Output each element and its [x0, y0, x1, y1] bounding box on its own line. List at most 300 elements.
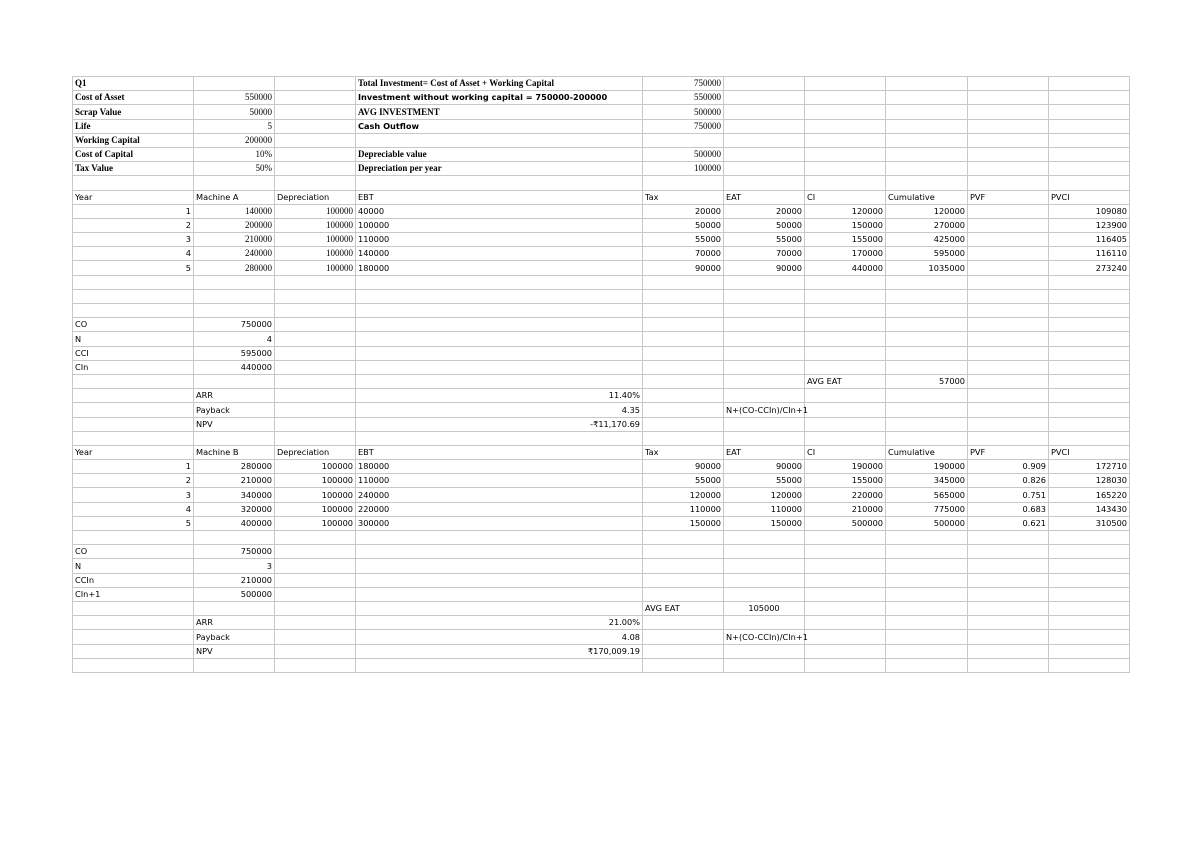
cell-c25[interactable]	[275, 417, 356, 431]
cell-h40[interactable]	[886, 630, 968, 644]
cell-j32[interactable]: 310500	[1049, 516, 1130, 530]
cell-f22[interactable]	[724, 374, 805, 388]
cell-j10[interactable]: 109080	[1049, 204, 1130, 218]
cell-i31[interactable]: 0.683	[968, 502, 1049, 516]
cell-f21[interactable]	[724, 360, 805, 374]
cell-g5[interactable]	[805, 133, 886, 147]
cell-a6[interactable]: Cost of Capital	[73, 147, 194, 161]
cell-c26[interactable]	[275, 431, 356, 445]
cell-j37[interactable]	[1049, 587, 1130, 601]
cell-h22[interactable]: 57000	[886, 374, 968, 388]
cell-j21[interactable]	[1049, 360, 1130, 374]
cell-f11[interactable]: 50000	[724, 218, 805, 232]
cell-g8[interactable]	[805, 176, 886, 190]
cell-c17[interactable]	[275, 304, 356, 318]
cell-f25[interactable]	[724, 417, 805, 431]
cell-j1[interactable]	[1049, 77, 1130, 91]
cell-c15[interactable]	[275, 275, 356, 289]
cell-b24[interactable]: Payback	[194, 403, 275, 417]
cell-d18[interactable]	[356, 318, 643, 332]
cell-e24[interactable]	[643, 403, 724, 417]
cell-g16[interactable]	[805, 289, 886, 303]
cell-d9[interactable]: EBT	[356, 190, 643, 204]
cell-b33[interactable]	[194, 531, 275, 545]
cell-d12[interactable]: 110000	[356, 233, 643, 247]
cell-f13[interactable]: 70000	[724, 247, 805, 261]
cell-i42[interactable]	[968, 658, 1049, 672]
cell-g1[interactable]	[805, 77, 886, 91]
cell-e37[interactable]	[643, 587, 724, 601]
cell-b23[interactable]: ARR	[194, 389, 275, 403]
cell-g23[interactable]	[805, 389, 886, 403]
cell-a14[interactable]: 5	[73, 261, 194, 275]
cell-j7[interactable]	[1049, 162, 1130, 176]
cell-b2[interactable]: 550000	[194, 91, 275, 105]
cell-i11[interactable]	[968, 218, 1049, 232]
cell-g39[interactable]	[805, 616, 886, 630]
cell-e42[interactable]	[643, 658, 724, 672]
cell-f9[interactable]: EAT	[724, 190, 805, 204]
cell-f18[interactable]	[724, 318, 805, 332]
cell-b7[interactable]: 50%	[194, 162, 275, 176]
cell-i26[interactable]	[968, 431, 1049, 445]
cell-g27[interactable]: CI	[805, 445, 886, 459]
cell-j25[interactable]	[1049, 417, 1130, 431]
cell-b9[interactable]: Machine A	[194, 190, 275, 204]
cell-j30[interactable]: 165220	[1049, 488, 1130, 502]
cell-a39[interactable]	[73, 616, 194, 630]
cell-j8[interactable]	[1049, 176, 1130, 190]
cell-d37[interactable]	[356, 587, 643, 601]
cell-b15[interactable]	[194, 275, 275, 289]
cell-h5[interactable]	[886, 133, 968, 147]
cell-d28[interactable]: 180000	[356, 460, 643, 474]
cell-b8[interactable]	[194, 176, 275, 190]
cell-c2[interactable]	[275, 91, 356, 105]
cell-d21[interactable]	[356, 360, 643, 374]
cell-b12[interactable]: 210000	[194, 233, 275, 247]
cell-j33[interactable]	[1049, 531, 1130, 545]
cell-f28[interactable]: 90000	[724, 460, 805, 474]
cell-a22[interactable]	[73, 374, 194, 388]
cell-g9[interactable]: CI	[805, 190, 886, 204]
cell-i41[interactable]	[968, 644, 1049, 658]
cell-f5[interactable]	[724, 133, 805, 147]
cell-c11[interactable]: 100000	[275, 218, 356, 232]
cell-i4[interactable]	[968, 119, 1049, 133]
cell-j42[interactable]	[1049, 658, 1130, 672]
cell-i29[interactable]: 0.826	[968, 474, 1049, 488]
cell-a23[interactable]	[73, 389, 194, 403]
cell-e15[interactable]	[643, 275, 724, 289]
cell-g31[interactable]: 210000	[805, 502, 886, 516]
cell-b26[interactable]	[194, 431, 275, 445]
cell-a33[interactable]	[73, 531, 194, 545]
cell-a27[interactable]: Year	[73, 445, 194, 459]
cell-a5[interactable]: Working Capital	[73, 133, 194, 147]
cell-e20[interactable]	[643, 346, 724, 360]
cell-h27[interactable]: Cumulative	[886, 445, 968, 459]
cell-d16[interactable]	[356, 289, 643, 303]
cell-f6[interactable]	[724, 147, 805, 161]
cell-h19[interactable]	[886, 332, 968, 346]
cell-e28[interactable]: 90000	[643, 460, 724, 474]
cell-a36[interactable]: CCIn	[73, 573, 194, 587]
cell-j35[interactable]	[1049, 559, 1130, 573]
cell-c39[interactable]	[275, 616, 356, 630]
cell-f24[interactable]: N+(CO-CCIn)/CIn+1	[724, 403, 805, 417]
cell-d39[interactable]: 21.00%	[356, 616, 643, 630]
cell-i14[interactable]	[968, 261, 1049, 275]
cell-h13[interactable]: 595000	[886, 247, 968, 261]
cell-i19[interactable]	[968, 332, 1049, 346]
cell-a31[interactable]: 4	[73, 502, 194, 516]
cell-f12[interactable]: 55000	[724, 233, 805, 247]
cell-j4[interactable]	[1049, 119, 1130, 133]
cell-c34[interactable]	[275, 545, 356, 559]
cell-i36[interactable]	[968, 573, 1049, 587]
cell-e14[interactable]: 90000	[643, 261, 724, 275]
cell-d4[interactable]: Cash Outflow	[356, 119, 643, 133]
cell-g37[interactable]	[805, 587, 886, 601]
cell-a28[interactable]: 1	[73, 460, 194, 474]
cell-b38[interactable]	[194, 601, 275, 615]
cell-a8[interactable]	[73, 176, 194, 190]
cell-a13[interactable]: 4	[73, 247, 194, 261]
cell-f31[interactable]: 110000	[724, 502, 805, 516]
cell-d14[interactable]: 180000	[356, 261, 643, 275]
cell-c37[interactable]	[275, 587, 356, 601]
cell-a7[interactable]: Tax Value	[73, 162, 194, 176]
cell-h20[interactable]	[886, 346, 968, 360]
cell-h26[interactable]	[886, 431, 968, 445]
cell-j18[interactable]	[1049, 318, 1130, 332]
cell-i7[interactable]	[968, 162, 1049, 176]
cell-e13[interactable]: 70000	[643, 247, 724, 261]
cell-f27[interactable]: EAT	[724, 445, 805, 459]
cell-i33[interactable]	[968, 531, 1049, 545]
cell-i9[interactable]: PVF	[968, 190, 1049, 204]
cell-j29[interactable]: 128030	[1049, 474, 1130, 488]
cell-a3[interactable]: Scrap Value	[73, 105, 194, 119]
cell-f23[interactable]	[724, 389, 805, 403]
cell-j11[interactable]: 123900	[1049, 218, 1130, 232]
cell-c6[interactable]	[275, 147, 356, 161]
cell-j41[interactable]	[1049, 644, 1130, 658]
cell-a20[interactable]: CCI	[73, 346, 194, 360]
cell-c14[interactable]: 100000	[275, 261, 356, 275]
cell-f19[interactable]	[724, 332, 805, 346]
cell-c32[interactable]: 100000	[275, 516, 356, 530]
cell-f37[interactable]	[724, 587, 805, 601]
cell-g32[interactable]: 500000	[805, 516, 886, 530]
cell-a18[interactable]: CO	[73, 318, 194, 332]
cell-f36[interactable]	[724, 573, 805, 587]
cell-h14[interactable]: 1035000	[886, 261, 968, 275]
cell-f20[interactable]	[724, 346, 805, 360]
cell-a40[interactable]	[73, 630, 194, 644]
cell-f16[interactable]	[724, 289, 805, 303]
cell-d26[interactable]	[356, 431, 643, 445]
cell-a2[interactable]: Cost of Asset	[73, 91, 194, 105]
cell-i20[interactable]	[968, 346, 1049, 360]
cell-a42[interactable]	[73, 658, 194, 672]
cell-b40[interactable]: Payback	[194, 630, 275, 644]
cell-e4[interactable]: 750000	[643, 119, 724, 133]
cell-f7[interactable]	[724, 162, 805, 176]
cell-g24[interactable]	[805, 403, 886, 417]
cell-h10[interactable]: 120000	[886, 204, 968, 218]
cell-b6[interactable]: 10%	[194, 147, 275, 161]
cell-i34[interactable]	[968, 545, 1049, 559]
cell-c29[interactable]: 100000	[275, 474, 356, 488]
cell-f3[interactable]	[724, 105, 805, 119]
cell-b18[interactable]: 750000	[194, 318, 275, 332]
cell-c24[interactable]	[275, 403, 356, 417]
cell-g22[interactable]: AVG EAT	[805, 374, 886, 388]
cell-d22[interactable]	[356, 374, 643, 388]
cell-a4[interactable]: Life	[73, 119, 194, 133]
cell-f4[interactable]	[724, 119, 805, 133]
cell-d20[interactable]	[356, 346, 643, 360]
cell-f2[interactable]	[724, 91, 805, 105]
cell-h2[interactable]	[886, 91, 968, 105]
cell-h36[interactable]	[886, 573, 968, 587]
cell-j34[interactable]	[1049, 545, 1130, 559]
cell-a17[interactable]	[73, 304, 194, 318]
cell-c13[interactable]: 100000	[275, 247, 356, 261]
cell-h7[interactable]	[886, 162, 968, 176]
cell-d35[interactable]	[356, 559, 643, 573]
cell-b17[interactable]	[194, 304, 275, 318]
cell-e32[interactable]: 150000	[643, 516, 724, 530]
cell-c12[interactable]: 100000	[275, 233, 356, 247]
cell-a1[interactable]: Q1	[73, 77, 194, 91]
cell-e21[interactable]	[643, 360, 724, 374]
cell-h41[interactable]	[886, 644, 968, 658]
cell-g33[interactable]	[805, 531, 886, 545]
cell-e40[interactable]	[643, 630, 724, 644]
cell-d3[interactable]: AVG INVESTMENT	[356, 105, 643, 119]
cell-i40[interactable]	[968, 630, 1049, 644]
cell-b35[interactable]: 3	[194, 559, 275, 573]
cell-f38[interactable]: 105000	[724, 601, 805, 615]
cell-c41[interactable]	[275, 644, 356, 658]
cell-i21[interactable]	[968, 360, 1049, 374]
cell-h17[interactable]	[886, 304, 968, 318]
cell-e9[interactable]: Tax	[643, 190, 724, 204]
cell-e34[interactable]	[643, 545, 724, 559]
cell-e18[interactable]	[643, 318, 724, 332]
cell-g6[interactable]	[805, 147, 886, 161]
cell-c7[interactable]	[275, 162, 356, 176]
cell-i28[interactable]: 0.909	[968, 460, 1049, 474]
cell-e35[interactable]	[643, 559, 724, 573]
cell-c4[interactable]	[275, 119, 356, 133]
cell-i25[interactable]	[968, 417, 1049, 431]
cell-e19[interactable]	[643, 332, 724, 346]
cell-i5[interactable]	[968, 133, 1049, 147]
cell-i30[interactable]: 0.751	[968, 488, 1049, 502]
cell-a10[interactable]: 1	[73, 204, 194, 218]
cell-g40[interactable]	[805, 630, 886, 644]
cell-c18[interactable]	[275, 318, 356, 332]
cell-g34[interactable]	[805, 545, 886, 559]
cell-f1[interactable]	[724, 77, 805, 91]
cell-j38[interactable]	[1049, 601, 1130, 615]
cell-b5[interactable]: 200000	[194, 133, 275, 147]
cell-d7[interactable]: Depreciation per year	[356, 162, 643, 176]
cell-g30[interactable]: 220000	[805, 488, 886, 502]
cell-f17[interactable]	[724, 304, 805, 318]
cell-i8[interactable]	[968, 176, 1049, 190]
cell-e29[interactable]: 55000	[643, 474, 724, 488]
cell-i1[interactable]	[968, 77, 1049, 91]
cell-e23[interactable]	[643, 389, 724, 403]
cell-e25[interactable]	[643, 417, 724, 431]
cell-h16[interactable]	[886, 289, 968, 303]
cell-b32[interactable]: 400000	[194, 516, 275, 530]
cell-e27[interactable]: Tax	[643, 445, 724, 459]
cell-j23[interactable]	[1049, 389, 1130, 403]
cell-g4[interactable]	[805, 119, 886, 133]
cell-j31[interactable]: 143430	[1049, 502, 1130, 516]
cell-d34[interactable]	[356, 545, 643, 559]
cell-g3[interactable]	[805, 105, 886, 119]
cell-h24[interactable]	[886, 403, 968, 417]
cell-f39[interactable]	[724, 616, 805, 630]
cell-i38[interactable]	[968, 601, 1049, 615]
cell-i17[interactable]	[968, 304, 1049, 318]
cell-c38[interactable]	[275, 601, 356, 615]
cell-d8[interactable]	[356, 176, 643, 190]
cell-j36[interactable]	[1049, 573, 1130, 587]
cell-g20[interactable]	[805, 346, 886, 360]
cell-j15[interactable]	[1049, 275, 1130, 289]
cell-i35[interactable]	[968, 559, 1049, 573]
cell-d25[interactable]: -₹11,170.69	[356, 417, 643, 431]
cell-i12[interactable]	[968, 233, 1049, 247]
cell-b1[interactable]	[194, 77, 275, 91]
cell-d19[interactable]	[356, 332, 643, 346]
cell-i18[interactable]	[968, 318, 1049, 332]
cell-e5[interactable]	[643, 133, 724, 147]
cell-i27[interactable]: PVF	[968, 445, 1049, 459]
cell-e22[interactable]	[643, 374, 724, 388]
cell-h35[interactable]	[886, 559, 968, 573]
cell-f30[interactable]: 120000	[724, 488, 805, 502]
cell-e41[interactable]	[643, 644, 724, 658]
cell-i10[interactable]	[968, 204, 1049, 218]
cell-j24[interactable]	[1049, 403, 1130, 417]
cell-h42[interactable]	[886, 658, 968, 672]
cell-e38[interactable]: AVG EAT	[643, 601, 724, 615]
cell-d31[interactable]: 220000	[356, 502, 643, 516]
cell-b4[interactable]: 5	[194, 119, 275, 133]
cell-a30[interactable]: 3	[73, 488, 194, 502]
cell-b16[interactable]	[194, 289, 275, 303]
cell-c30[interactable]: 100000	[275, 488, 356, 502]
cell-f35[interactable]	[724, 559, 805, 573]
cell-e6[interactable]: 500000	[643, 147, 724, 161]
cell-e10[interactable]: 20000	[643, 204, 724, 218]
cell-b19[interactable]: 4	[194, 332, 275, 346]
cell-c35[interactable]	[275, 559, 356, 573]
cell-a37[interactable]: CIn+1	[73, 587, 194, 601]
cell-f29[interactable]: 55000	[724, 474, 805, 488]
cell-d42[interactable]	[356, 658, 643, 672]
cell-j39[interactable]	[1049, 616, 1130, 630]
cell-b3[interactable]: 50000	[194, 105, 275, 119]
cell-i37[interactable]	[968, 587, 1049, 601]
cell-h23[interactable]	[886, 389, 968, 403]
cell-i39[interactable]	[968, 616, 1049, 630]
cell-c27[interactable]: Depreciation	[275, 445, 356, 459]
cell-g29[interactable]: 155000	[805, 474, 886, 488]
cell-g21[interactable]	[805, 360, 886, 374]
cell-d15[interactable]	[356, 275, 643, 289]
cell-b25[interactable]: NPV	[194, 417, 275, 431]
cell-h28[interactable]: 190000	[886, 460, 968, 474]
cell-g36[interactable]	[805, 573, 886, 587]
cell-j2[interactable]	[1049, 91, 1130, 105]
cell-g38[interactable]	[805, 601, 886, 615]
cell-e2[interactable]: 550000	[643, 91, 724, 105]
cell-d5[interactable]	[356, 133, 643, 147]
cell-d27[interactable]: EBT	[356, 445, 643, 459]
cell-c1[interactable]	[275, 77, 356, 91]
cell-h8[interactable]	[886, 176, 968, 190]
cell-i6[interactable]	[968, 147, 1049, 161]
cell-h31[interactable]: 775000	[886, 502, 968, 516]
cell-e33[interactable]	[643, 531, 724, 545]
cell-a11[interactable]: 2	[73, 218, 194, 232]
cell-b13[interactable]: 240000	[194, 247, 275, 261]
cell-g10[interactable]: 120000	[805, 204, 886, 218]
cell-d30[interactable]: 240000	[356, 488, 643, 502]
cell-g11[interactable]: 150000	[805, 218, 886, 232]
cell-g12[interactable]: 155000	[805, 233, 886, 247]
cell-d24[interactable]: 4.35	[356, 403, 643, 417]
cell-g7[interactable]	[805, 162, 886, 176]
cell-j19[interactable]	[1049, 332, 1130, 346]
cell-a12[interactable]: 3	[73, 233, 194, 247]
cell-j14[interactable]: 273240	[1049, 261, 1130, 275]
cell-g28[interactable]: 190000	[805, 460, 886, 474]
cell-d38[interactable]	[356, 601, 643, 615]
cell-j16[interactable]	[1049, 289, 1130, 303]
cell-b27[interactable]: Machine B	[194, 445, 275, 459]
cell-d11[interactable]: 100000	[356, 218, 643, 232]
cell-h9[interactable]: Cumulative	[886, 190, 968, 204]
cell-j17[interactable]	[1049, 304, 1130, 318]
cell-h11[interactable]: 270000	[886, 218, 968, 232]
cell-i15[interactable]	[968, 275, 1049, 289]
cell-d23[interactable]: 11.40%	[356, 389, 643, 403]
cell-h34[interactable]	[886, 545, 968, 559]
cell-b29[interactable]: 210000	[194, 474, 275, 488]
cell-d10[interactable]: 40000	[356, 204, 643, 218]
cell-c21[interactable]	[275, 360, 356, 374]
cell-h33[interactable]	[886, 531, 968, 545]
cell-e39[interactable]	[643, 616, 724, 630]
cell-j22[interactable]	[1049, 374, 1130, 388]
cell-h39[interactable]	[886, 616, 968, 630]
cell-g17[interactable]	[805, 304, 886, 318]
cell-g19[interactable]	[805, 332, 886, 346]
cell-e8[interactable]	[643, 176, 724, 190]
cell-i3[interactable]	[968, 105, 1049, 119]
